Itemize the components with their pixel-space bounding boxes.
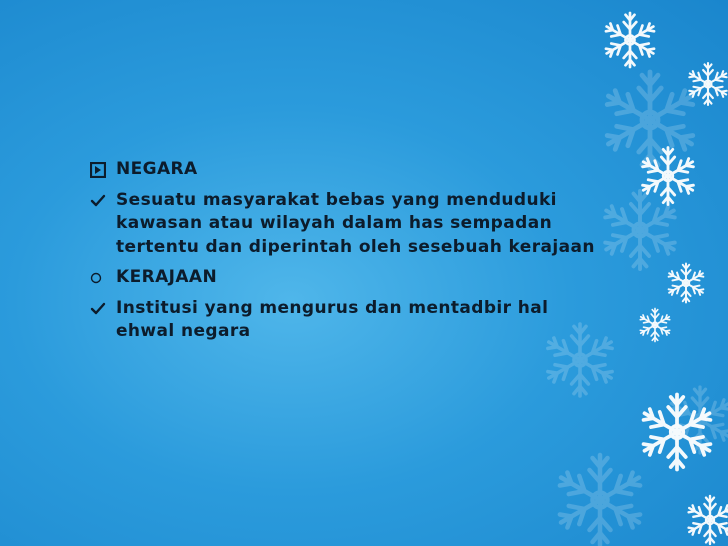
circle-bullet-icon: [90, 266, 110, 287]
check-bullet-icon: [90, 297, 110, 317]
list-item: [90, 158, 610, 182]
list-item-text: Institusi yang mengurus dan mentadbir hal ehwal negara: [116, 297, 549, 341]
list-item: [90, 266, 610, 290]
bullet-list: [90, 158, 610, 351]
arrow-box-bullet-icon: [90, 158, 110, 178]
check-bullet-icon: [90, 189, 110, 209]
list-item: [90, 189, 610, 260]
list-item: [90, 297, 610, 344]
list-item-text: NEGARA: [116, 159, 198, 179]
list-item-text: Sesuatu masyarakat bebas yang menduduki kawasan atau wilayah dalam has sempadan tertentu dan diperintah oleh sesebuah kerajaan: [116, 189, 595, 257]
list-item-text: KERAJAAN: [116, 267, 218, 287]
